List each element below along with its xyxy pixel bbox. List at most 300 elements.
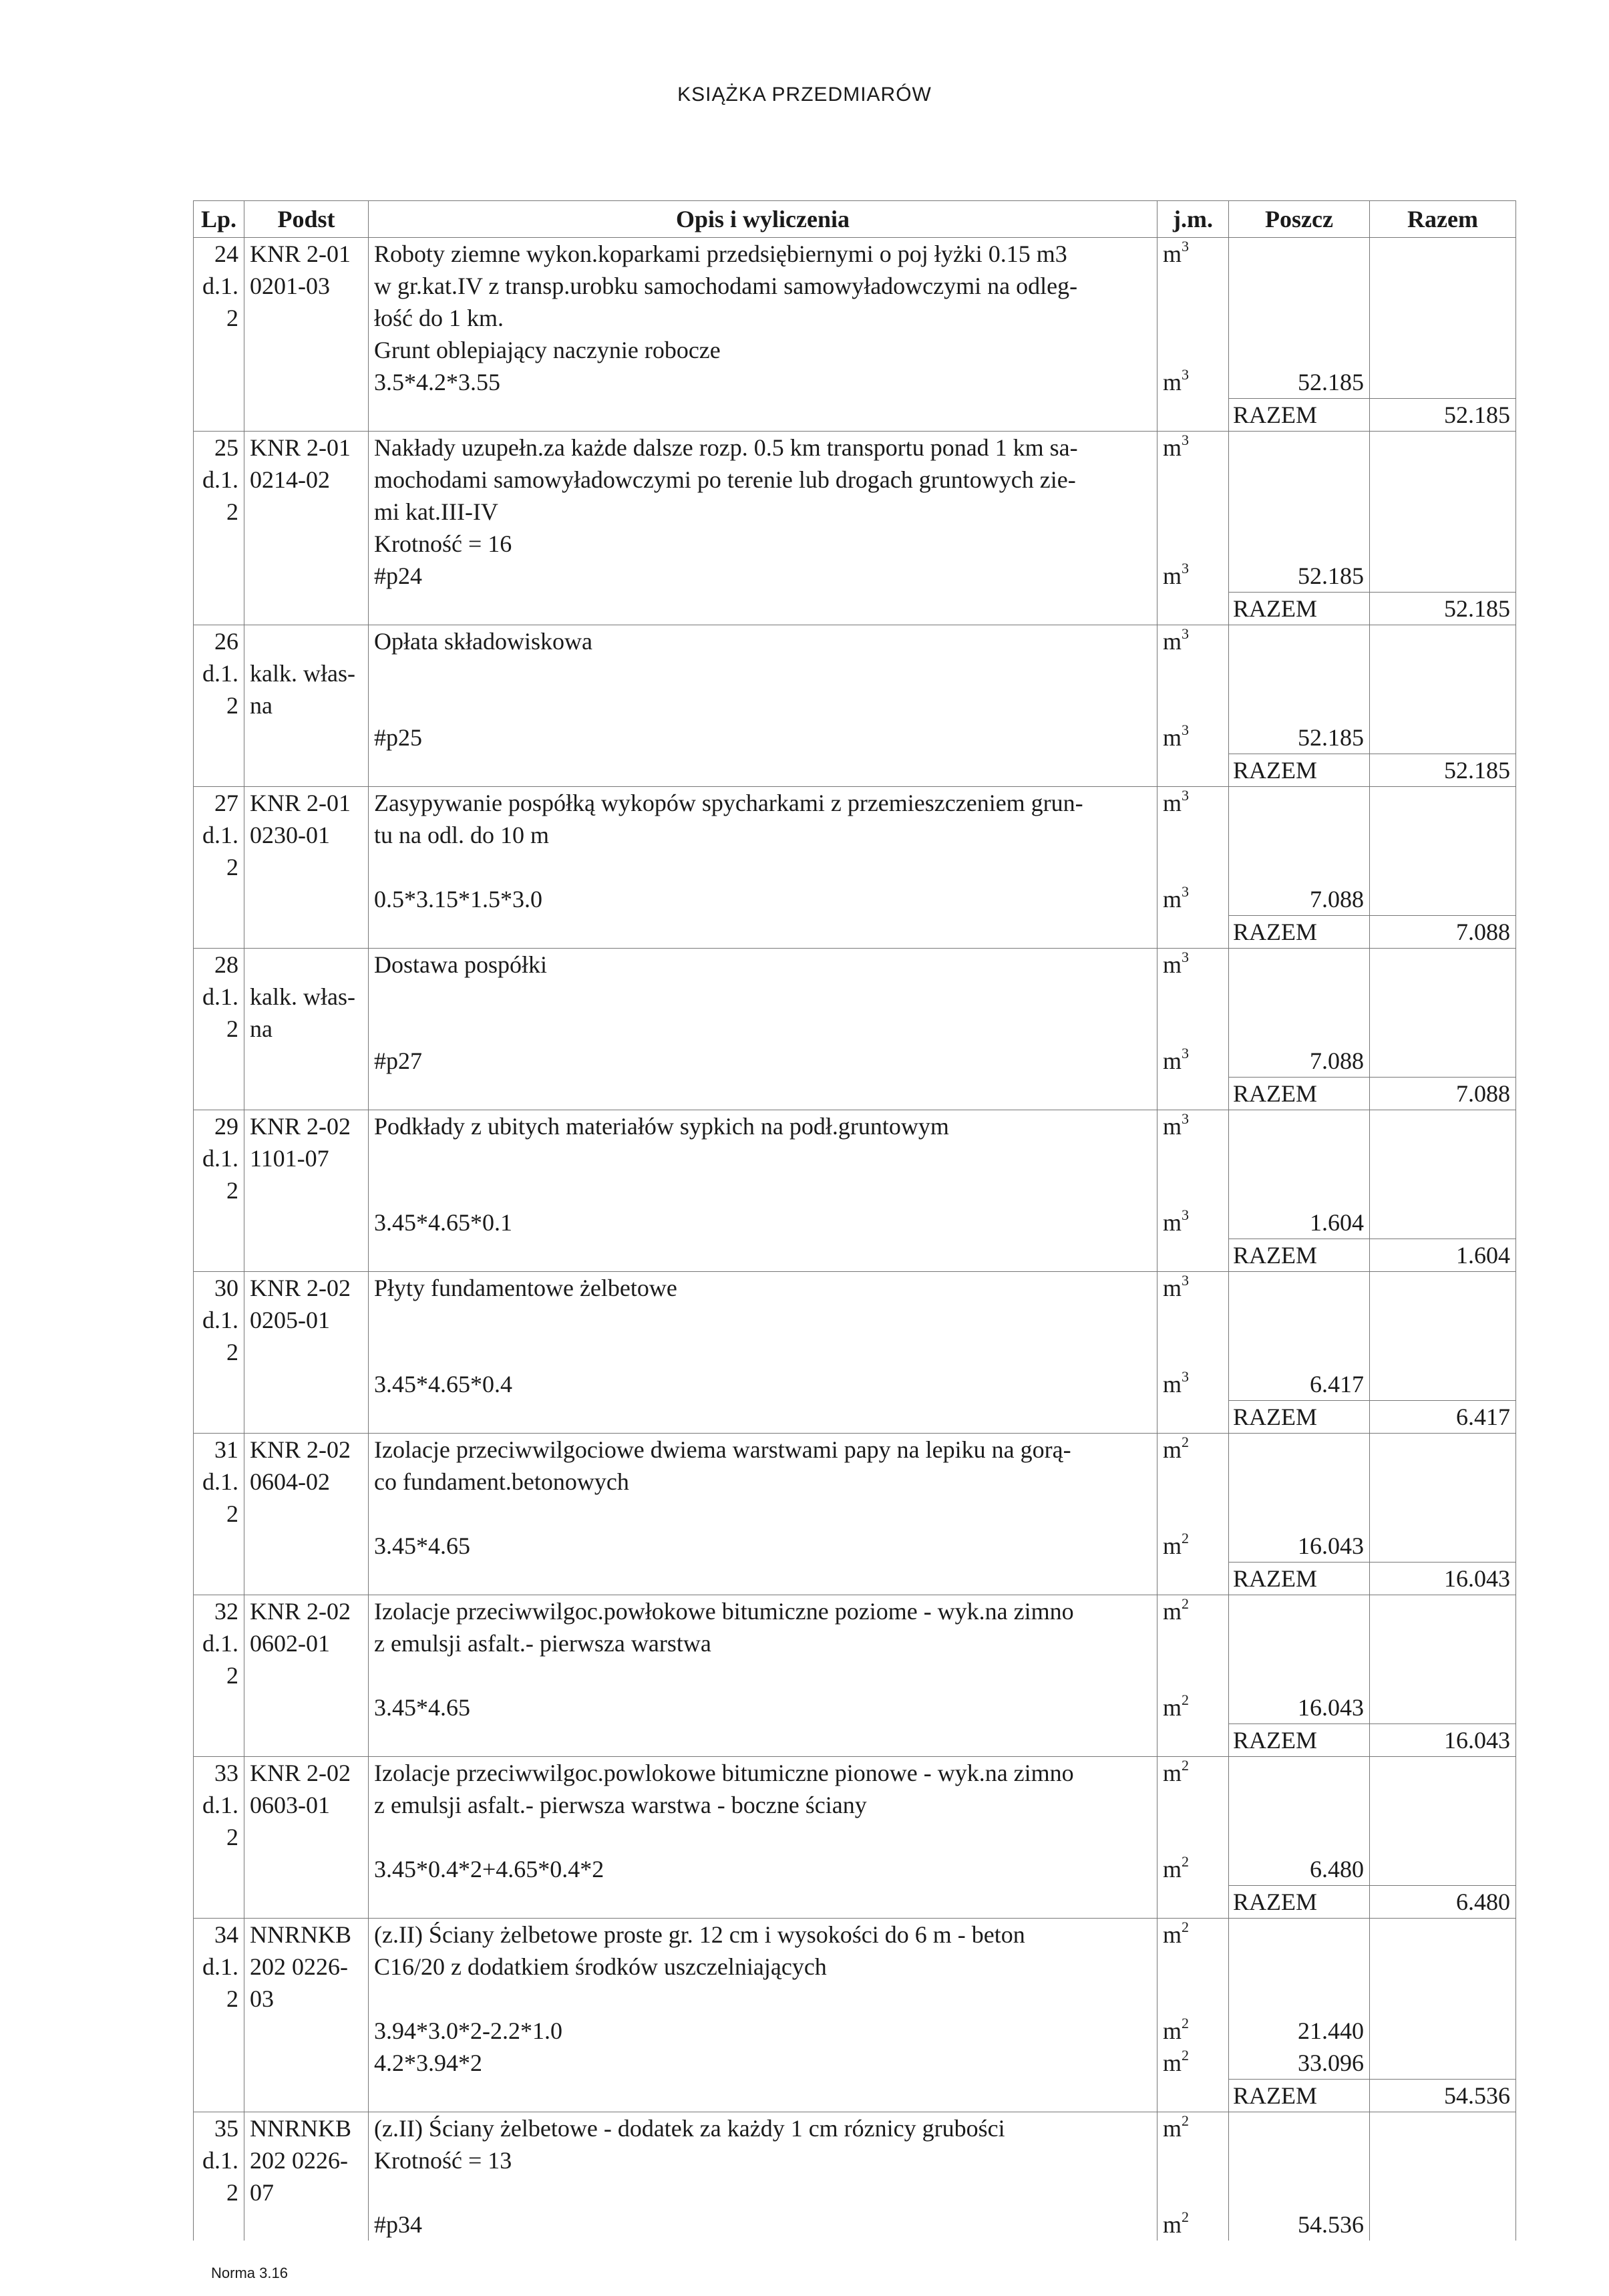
- podstawa-line: KNR 2-02: [250, 1436, 351, 1463]
- razem-spacer: [1157, 399, 1229, 432]
- unit-base: m: [1163, 1856, 1182, 1882]
- spacer: [1234, 1272, 1364, 1304]
- calc-value: 52.185: [1298, 369, 1364, 395]
- cell-jm: [1157, 1272, 1229, 1401]
- opis-line: Izolacje przeciwwilgoc.powlokowe bitumiczne pionowe - wyk.na zimno: [374, 1760, 1074, 1786]
- spacer: [1234, 464, 1364, 496]
- razem-label: RAZEM: [1229, 754, 1370, 787]
- unit-exponent: 2: [1182, 2208, 1190, 2225]
- razem-row: [194, 1078, 1516, 1110]
- razem-row: [194, 1724, 1516, 1757]
- unit-base: m: [1163, 790, 1182, 816]
- spacer: [1234, 689, 1364, 721]
- spacer: [1234, 1174, 1364, 1206]
- razem-spacer: [244, 1078, 369, 1110]
- calc-expression: 3.45*4.65*0.1: [374, 1209, 512, 1236]
- unit-exponent: 3: [1182, 1368, 1190, 1385]
- lp-line: 32: [214, 1598, 238, 1625]
- razem-spacer: [194, 2080, 244, 2112]
- podstawa-line: 07: [250, 2179, 274, 2206]
- spacer: [1234, 1757, 1364, 1789]
- spacer: [1234, 302, 1364, 334]
- calc-unit: [1163, 2047, 1223, 2079]
- calc-expression: 4.2*3.94*2: [374, 2049, 482, 2076]
- opis-line: [374, 657, 1151, 689]
- calc-unit: [1163, 1853, 1223, 1885]
- spacer: [1234, 528, 1364, 560]
- header-razem: Razem: [1370, 201, 1516, 238]
- podstawa-line: [250, 949, 363, 981]
- razem-spacer: [369, 1401, 1157, 1434]
- spacer: [1163, 496, 1223, 528]
- spacer: [1163, 1498, 1223, 1530]
- lp-line: 2: [226, 1500, 238, 1527]
- lp-line: 33: [214, 1760, 238, 1786]
- cell-poszcz: [1229, 949, 1370, 1078]
- lp-line: d.1.: [202, 273, 238, 299]
- spacer: [1234, 270, 1364, 302]
- header-poszcz: Poszcz: [1229, 201, 1370, 238]
- spacer: [1163, 1013, 1223, 1045]
- cell-opis: [369, 1595, 1157, 1724]
- cell-podstawa: [244, 1595, 369, 1724]
- opis-line: Podkłady z ubitych materiałów sypkich na podł.gruntowym: [374, 1113, 949, 1140]
- spacer: [1163, 464, 1223, 496]
- spacer: [1234, 334, 1364, 366]
- unit-label: [1163, 432, 1223, 464]
- unit-base: m: [1163, 1598, 1182, 1625]
- opis-line: [374, 689, 1151, 721]
- spacer: [1163, 1466, 1223, 1498]
- document-title: KSIĄŻKA PRZEDMIARÓW: [677, 84, 932, 106]
- unit-exponent: 2: [1182, 2047, 1190, 2064]
- unit-exponent: 3: [1182, 1206, 1190, 1223]
- cell-opis: [369, 1110, 1157, 1239]
- spacer: [1234, 1466, 1364, 1498]
- podstawa-line: 202 0226-: [250, 1953, 348, 1980]
- spacer: [1234, 1434, 1364, 1466]
- cell-jm: [1157, 1757, 1229, 1886]
- unit-base: m: [1163, 1921, 1182, 1948]
- unit-exponent: 3: [1182, 721, 1190, 738]
- calc-value: 16.043: [1298, 1532, 1364, 1559]
- razem-spacer: [194, 1886, 244, 1919]
- lp-line: d.1.: [202, 1468, 238, 1495]
- spacer: [1163, 2176, 1223, 2208]
- razem-spacer: [1157, 1078, 1229, 1110]
- unit-base: m: [1163, 1275, 1182, 1301]
- razem-label: RAZEM: [1229, 1401, 1370, 1434]
- cell-poszcz: [1229, 1595, 1370, 1724]
- lp-line: d.1.: [202, 1792, 238, 1818]
- cell-razem-empty: [1370, 1595, 1516, 1724]
- spacer: [1163, 981, 1223, 1013]
- razem-spacer: [369, 754, 1157, 787]
- header-lp: Lp.: [194, 201, 244, 238]
- razem-spacer: [194, 1563, 244, 1595]
- spacer: [1234, 2144, 1364, 2176]
- opis-line: Grunt oblepiający naczynie robocze: [374, 337, 721, 363]
- cell-lp: [194, 1272, 244, 1401]
- unit-base: m: [1163, 628, 1182, 655]
- opis-line: łość do 1 km.: [374, 305, 504, 331]
- unit-label: [1163, 238, 1223, 270]
- calc-expression: 3.5*4.2*3.55: [374, 369, 500, 395]
- calc-value: 54.536: [1298, 2211, 1364, 2238]
- cell-opis: [369, 2112, 1157, 2241]
- spacer: [1234, 496, 1364, 528]
- unit-base: m: [1163, 2211, 1182, 2238]
- spacer: [1234, 1498, 1364, 1530]
- cell-opis: [369, 238, 1157, 399]
- cell-razem-empty: [1370, 1434, 1516, 1563]
- razem-total: 54.536: [1370, 2080, 1516, 2112]
- table-body: [194, 238, 1516, 2241]
- cell-poszcz: [1229, 432, 1370, 593]
- table-row: [194, 432, 1516, 593]
- table-row: [194, 1757, 1516, 1886]
- table-row: [194, 1919, 1516, 2080]
- cell-jm: [1157, 625, 1229, 754]
- calc-expression: #p27: [374, 1047, 422, 1074]
- podstawa-line: 0205-01: [250, 1307, 330, 1333]
- spacer: [1234, 1789, 1364, 1821]
- cell-razem-empty: [1370, 625, 1516, 754]
- opis-line: z emulsji asfalt.- pierwsza warstwa - boczne ściany: [374, 1792, 867, 1818]
- table-row: [194, 625, 1516, 754]
- podstawa-line: KNR 2-02: [250, 1760, 351, 1786]
- razem-spacer: [1157, 754, 1229, 787]
- spacer: [1163, 1951, 1223, 1983]
- lp-line: d.1.: [202, 822, 238, 848]
- opis-line: co fundament.betonowych: [374, 1468, 629, 1495]
- lp-line: 28: [214, 951, 238, 978]
- razem-spacer: [194, 754, 244, 787]
- lp-line: d.1.: [202, 2147, 238, 2174]
- razem-spacer: [369, 1239, 1157, 1272]
- podstawa-line: [250, 1659, 363, 1691]
- unit-base: m: [1163, 1113, 1182, 1140]
- spacer: [1234, 1142, 1364, 1174]
- calc-unit: [1163, 2015, 1223, 2047]
- razem-total: 52.185: [1370, 754, 1516, 787]
- podstawa-line: 03: [250, 1985, 274, 2012]
- spacer: [1163, 270, 1223, 302]
- cell-razem-empty: [1370, 1110, 1516, 1239]
- razem-spacer: [194, 1239, 244, 1272]
- calc-value: 1.604: [1310, 1209, 1364, 1236]
- unit-label: [1163, 949, 1223, 981]
- calc-value: 33.096: [1298, 2049, 1364, 2076]
- cell-lp: [194, 1757, 244, 1886]
- cell-jm: [1157, 1919, 1229, 2080]
- razem-spacer: [244, 2080, 369, 2112]
- unit-exponent: 3: [1182, 238, 1190, 255]
- spacer: [1234, 1110, 1364, 1142]
- unit-exponent: 2: [1182, 1530, 1190, 1546]
- cell-poszcz: [1229, 1919, 1370, 2080]
- unit-exponent: 2: [1182, 1853, 1190, 1870]
- table-row: [194, 949, 1516, 1078]
- razem-label: RAZEM: [1229, 1078, 1370, 1110]
- razem-total: 52.185: [1370, 399, 1516, 432]
- spacer: [1163, 1659, 1223, 1691]
- lp-line: 2: [226, 1662, 238, 1689]
- opis-line: Izolacje przeciwwilgociowe dwiema warstwami papy na lepiku na gorą-: [374, 1436, 1071, 1463]
- unit-exponent: 2: [1182, 1691, 1190, 1708]
- spacer: [1163, 334, 1223, 366]
- table-row: [194, 1110, 1516, 1239]
- cell-podstawa: [244, 1272, 369, 1401]
- table-row: [194, 787, 1516, 916]
- calc-value: 7.088: [1310, 1047, 1364, 1074]
- razem-row: [194, 399, 1516, 432]
- lp-line: 2: [226, 1339, 238, 1365]
- spacer: [1163, 1789, 1223, 1821]
- bill-of-quantities-table: [193, 200, 1516, 2241]
- lp-line: 26: [214, 628, 238, 655]
- razem-row: [194, 593, 1516, 625]
- razem-spacer: [194, 916, 244, 949]
- unit-base: m: [1163, 1760, 1182, 1786]
- calc-unit: [1163, 1691, 1223, 1724]
- unit-base: m: [1163, 1532, 1182, 1559]
- table-row: [194, 1434, 1516, 1563]
- lp-line: d.1.: [202, 466, 238, 493]
- cell-razem-empty: [1370, 1919, 1516, 2080]
- podstawa-line: [250, 302, 363, 334]
- unit-base: m: [1163, 1371, 1182, 1398]
- cell-lp: [194, 949, 244, 1078]
- cell-poszcz: [1229, 1110, 1370, 1239]
- cell-poszcz: [1229, 1757, 1370, 1886]
- razem-total: 6.480: [1370, 1886, 1516, 1919]
- podstawa-line: KNR 2-02: [250, 1275, 351, 1301]
- cell-poszcz: [1229, 625, 1370, 754]
- razem-label: RAZEM: [1229, 1886, 1370, 1919]
- calc-expression: 3.45*4.65*0.4: [374, 1371, 512, 1398]
- opis-line: mochodami samowyładowczymi po terenie lub drogach gruntowych zie-: [374, 466, 1076, 493]
- opis-line: [374, 1142, 1151, 1174]
- opis-line: [374, 1174, 1151, 1206]
- podstawa-line: 1101-07: [250, 1145, 329, 1172]
- razem-spacer: [194, 1078, 244, 1110]
- unit-base: m: [1163, 724, 1182, 751]
- unit-exponent: 2: [1182, 1757, 1190, 1774]
- calc-unit: [1163, 1206, 1223, 1239]
- razem-spacer: [194, 1401, 244, 1434]
- podstawa-line: KNR 2-01: [250, 434, 351, 461]
- opis-line: [374, 981, 1151, 1013]
- unit-base: m: [1163, 434, 1182, 461]
- cell-lp: [194, 1595, 244, 1724]
- spacer: [1234, 1983, 1364, 2015]
- unit-exponent: 2: [1182, 1595, 1190, 1612]
- unit-label: [1163, 2112, 1223, 2144]
- cell-razem-empty: [1370, 1757, 1516, 1886]
- unit-base: m: [1163, 951, 1182, 978]
- spacer: [1234, 432, 1364, 464]
- unit-exponent: 3: [1182, 949, 1190, 965]
- unit-exponent: 2: [1182, 2112, 1190, 2129]
- opis-line: C16/20 z dodatkiem środków uszczelniających: [374, 1953, 827, 1980]
- header-opis: Opis i wyliczenia: [369, 201, 1157, 238]
- unit-label: [1163, 787, 1223, 819]
- cell-jm: [1157, 432, 1229, 593]
- unit-base: m: [1163, 240, 1182, 267]
- razem-spacer: [369, 593, 1157, 625]
- opis-line: Izolacje przeciwwilgoc.powłokowe bitumiczne poziome - wyk.na zimno: [374, 1598, 1074, 1625]
- lp-line: 2: [226, 305, 238, 331]
- calc-unit: [1163, 366, 1223, 398]
- razem-spacer: [369, 1078, 1157, 1110]
- opis-line: Krotność = 13: [374, 2147, 512, 2174]
- razem-spacer: [1157, 1724, 1229, 1757]
- calc-unit: [1163, 1368, 1223, 1400]
- cell-opis: [369, 949, 1157, 1078]
- cell-razem-empty: [1370, 238, 1516, 399]
- calc-unit: [1163, 560, 1223, 592]
- unit-base: m: [1163, 369, 1182, 395]
- podstawa-line: na: [250, 692, 273, 719]
- table-header-row: [194, 201, 1516, 238]
- opis-line: Opłata składowiskowa: [374, 628, 592, 655]
- spacer: [1234, 1919, 1364, 1951]
- unit-base: m: [1163, 2115, 1182, 2142]
- podstawa-line: [250, 496, 363, 528]
- cell-jm: [1157, 2112, 1229, 2241]
- calc-expression: #p24: [374, 562, 422, 589]
- podstawa-line: [250, 1174, 363, 1206]
- razem-spacer: [1157, 1886, 1229, 1919]
- unit-base: m: [1163, 1436, 1182, 1463]
- cell-podstawa: [244, 787, 369, 916]
- lp-line: 2: [226, 1824, 238, 1850]
- unit-label: [1163, 1434, 1223, 1466]
- podstawa-line: 0602-01: [250, 1630, 330, 1657]
- cell-lp: [194, 2112, 244, 2241]
- lp-line: 25: [214, 434, 238, 461]
- opis-line: [374, 1013, 1151, 1045]
- spacer: [1234, 1821, 1364, 1853]
- podstawa-line: [250, 851, 363, 883]
- cell-lp: [194, 1919, 244, 2080]
- lp-line: 30: [214, 1275, 238, 1301]
- opis-line: mi kat.III-IV: [374, 498, 498, 525]
- razem-spacer: [244, 399, 369, 432]
- spacer: [1163, 1304, 1223, 1336]
- spacer: [1234, 949, 1364, 981]
- calc-expression: 3.45*0.4*2+4.65*0.4*2: [374, 1856, 604, 1882]
- razem-spacer: [1157, 1401, 1229, 1434]
- razem-spacer: [244, 1401, 369, 1434]
- opis-line: (z.II) Ściany żelbetowe proste gr. 12 cm i wysokości do 6 m - beton: [374, 1921, 1025, 1948]
- razem-spacer: [1157, 1239, 1229, 1272]
- opis-line: Nakłady uzupełn.za każde dalsze rozp. 0.5 km transportu ponad 1 km sa-: [374, 434, 1078, 461]
- spacer: [1234, 1336, 1364, 1368]
- unit-exponent: 3: [1182, 560, 1190, 577]
- unit-exponent: 2: [1182, 1434, 1190, 1450]
- razem-spacer: [369, 1886, 1157, 1919]
- spacer: [1163, 1627, 1223, 1659]
- spacer: [1234, 787, 1364, 819]
- razem-spacer: [1157, 593, 1229, 625]
- spacer: [1163, 851, 1223, 883]
- opis-line: Płyty fundamentowe żelbetowe: [374, 1275, 677, 1301]
- razem-row: [194, 1563, 1516, 1595]
- cell-poszcz: [1229, 1434, 1370, 1563]
- calc-value: 52.185: [1298, 724, 1364, 751]
- lp-line: d.1.: [202, 1145, 238, 1172]
- cell-lp: [194, 625, 244, 754]
- podstawa-line: 0603-01: [250, 1792, 330, 1818]
- razem-row: [194, 1239, 1516, 1272]
- calc-unit: [1163, 1045, 1223, 1077]
- cell-opis: [369, 432, 1157, 593]
- header-jm: j.m.: [1157, 201, 1229, 238]
- razem-spacer: [244, 1563, 369, 1595]
- cell-jm: [1157, 1434, 1229, 1563]
- unit-base: m: [1163, 2017, 1182, 2044]
- unit-label: [1163, 1595, 1223, 1627]
- opis-line: [374, 1498, 1151, 1530]
- razem-spacer: [369, 1563, 1157, 1595]
- unit-label: [1163, 1110, 1223, 1142]
- cell-podstawa: [244, 949, 369, 1078]
- unit-label: [1163, 625, 1223, 657]
- lp-line: 31: [214, 1436, 238, 1463]
- spacer: [1234, 981, 1364, 1013]
- lp-line: d.1.: [202, 1630, 238, 1657]
- podstawa-line: 0201-03: [250, 273, 330, 299]
- spacer: [1163, 2144, 1223, 2176]
- cell-poszcz: [1229, 1272, 1370, 1401]
- spacer: [1234, 1304, 1364, 1336]
- razem-spacer: [369, 1724, 1157, 1757]
- razem-spacer: [244, 916, 369, 949]
- lp-line: d.1.: [202, 1953, 238, 1980]
- opis-line: tu na odl. do 10 m: [374, 822, 549, 848]
- razem-total: 7.088: [1370, 916, 1516, 949]
- razem-spacer: [1157, 916, 1229, 949]
- opis-line: [374, 1659, 1151, 1691]
- lp-line: 24: [214, 240, 238, 267]
- spacer: [1234, 819, 1364, 851]
- calc-value: 16.043: [1298, 1694, 1364, 1721]
- opis-line: [374, 1821, 1151, 1853]
- lp-line: d.1.: [202, 983, 238, 1010]
- razem-label: RAZEM: [1229, 2080, 1370, 2112]
- cell-podstawa: [244, 1110, 369, 1239]
- unit-base: m: [1163, 886, 1182, 913]
- spacer: [1163, 1142, 1223, 1174]
- spacer: [1163, 528, 1223, 560]
- cell-jm: [1157, 238, 1229, 399]
- podstawa-line: KNR 2-02: [250, 1113, 351, 1140]
- lp-line: 2: [226, 854, 238, 880]
- podstawa-line: KNR 2-02: [250, 1598, 351, 1625]
- razem-spacer: [369, 399, 1157, 432]
- razem-spacer: [244, 754, 369, 787]
- cell-podstawa: [244, 1919, 369, 2080]
- razem-spacer: [1157, 2080, 1229, 2112]
- unit-exponent: 3: [1182, 1110, 1190, 1127]
- unit-base: m: [1163, 1209, 1182, 1236]
- spacer: [1234, 1013, 1364, 1045]
- unit-label: [1163, 1919, 1223, 1951]
- calc-unit: [1163, 721, 1223, 754]
- calc-value: 52.185: [1298, 562, 1364, 589]
